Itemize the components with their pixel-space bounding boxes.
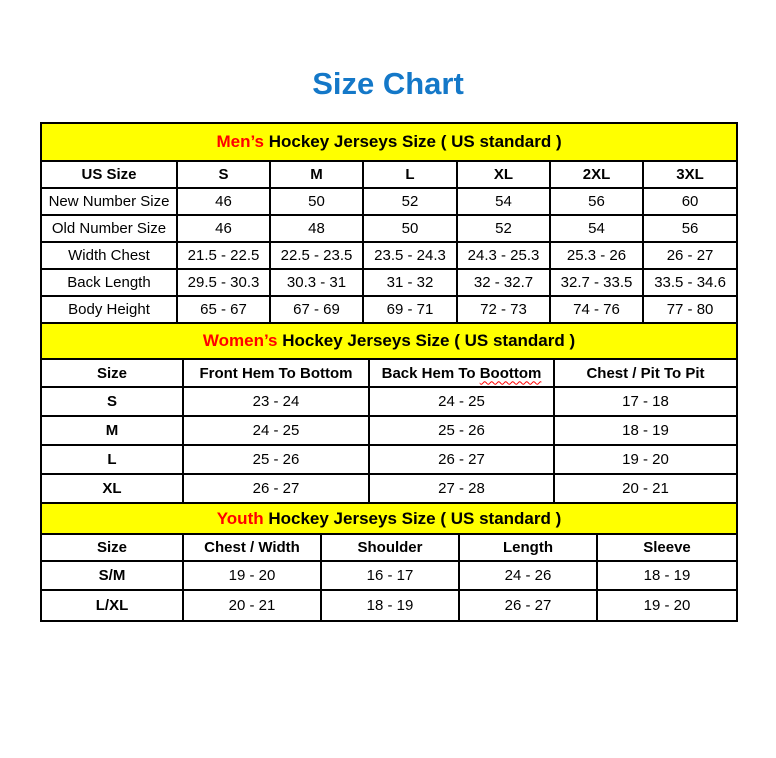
column-header: Chest / Width [183, 534, 321, 561]
page-title: Size Chart [312, 66, 464, 101]
table-cell: 26 - 27 [183, 474, 369, 503]
size-chart-document [0, 66, 776, 622]
table-cell: 31 - 32 [363, 269, 457, 296]
youth-title-rest: Hockey Jerseys Size ( US standard ) [263, 508, 562, 528]
column-header: US Size [41, 161, 177, 188]
table-cell: 29.5 - 30.3 [177, 269, 270, 296]
column-header: XL [457, 161, 550, 188]
table-cell: 30.3 - 31 [270, 269, 363, 296]
column-header: Sleeve [597, 534, 737, 561]
row-label: Body Height [41, 296, 177, 323]
row-label: S/M [41, 561, 183, 590]
column-header: 3XL [643, 161, 737, 188]
header-text: Back Hem To [381, 364, 480, 382]
mens-table-title-row [41, 123, 737, 161]
mens-body-height-row [41, 296, 737, 323]
row-label: S [41, 387, 183, 416]
table-cell: 17 - 18 [554, 387, 737, 416]
row-label: New Number Size [41, 188, 177, 215]
womens-title-rest: Hockey Jerseys Size ( US standard ) [277, 331, 576, 350]
row-label: XL [41, 474, 183, 503]
column-header: Length [459, 534, 597, 561]
table-cell: 25.3 - 26 [550, 242, 643, 269]
table-cell: 67 - 69 [270, 296, 363, 323]
column-header: Front Hem To Bottom [183, 359, 369, 387]
table-cell: 60 [643, 188, 737, 215]
row-label: Old Number Size [41, 215, 177, 242]
table-cell: 24 - 25 [183, 416, 369, 445]
table-cell: 23.5 - 24.3 [363, 242, 457, 269]
table-cell: 25 - 26 [369, 416, 554, 445]
mens-back-length-row [41, 269, 737, 296]
womens-title-highlight: Women’s [202, 331, 278, 350]
table-cell: 26 - 27 [643, 242, 737, 269]
table-cell: 56 [550, 188, 643, 215]
row-label: L [41, 445, 183, 474]
womens-table-title-row [41, 323, 737, 359]
mens-table-title [41, 123, 737, 161]
table-cell: 46 [177, 215, 270, 242]
mens-width-chest-row [41, 242, 737, 269]
table-cell: 74 - 76 [550, 296, 643, 323]
table-cell: 48 [270, 215, 363, 242]
row-label: L/XL [41, 590, 183, 621]
mens-header-row [41, 161, 737, 188]
row-label: M [41, 416, 183, 445]
womens-header-row [41, 359, 737, 387]
womens-table-title [41, 323, 737, 359]
womens-size-xl-row [41, 474, 737, 503]
table-cell: 50 [270, 188, 363, 215]
table-cell: 46 [177, 188, 270, 215]
table-cell: 24 - 25 [369, 387, 554, 416]
table-cell: 18 - 19 [597, 561, 737, 590]
mens-title-rest: Hockey Jerseys Size ( US standard ) [264, 132, 562, 151]
table-cell: 69 - 71 [363, 296, 457, 323]
table-cell: 25 - 26 [183, 445, 369, 474]
youth-size-table [40, 502, 738, 622]
table-cell: 32 - 32.7 [457, 269, 550, 296]
youth-table-title [41, 503, 737, 534]
size-tables-container [40, 122, 736, 622]
misspelled-word: Boottom [479, 364, 542, 382]
column-header: Size [41, 534, 183, 561]
table-cell: 19 - 20 [183, 561, 321, 590]
womens-size-m-row [41, 416, 737, 445]
column-header: Shoulder [321, 534, 459, 561]
table-cell: 22.5 - 23.5 [270, 242, 363, 269]
table-cell: 52 [363, 188, 457, 215]
youth-table-title-row [41, 503, 737, 534]
table-cell: 20 - 21 [554, 474, 737, 503]
column-header: Size [41, 359, 183, 387]
mens-size-table [40, 122, 738, 324]
table-cell: 50 [363, 215, 457, 242]
table-cell: 24.3 - 25.3 [457, 242, 550, 269]
row-label: Back Length [41, 269, 177, 296]
row-label: Width Chest [41, 242, 177, 269]
table-cell: 54 [550, 215, 643, 242]
column-header: S [177, 161, 270, 188]
table-cell: 19 - 20 [554, 445, 737, 474]
table-cell: 21.5 - 22.5 [177, 242, 270, 269]
womens-size-s-row [41, 387, 737, 416]
table-cell: 26 - 27 [369, 445, 554, 474]
youth-size-lxl-row [41, 590, 737, 621]
column-header: L [363, 161, 457, 188]
table-cell: 72 - 73 [457, 296, 550, 323]
womens-size-table [40, 322, 738, 504]
column-header: M [270, 161, 363, 188]
table-cell: 77 - 80 [643, 296, 737, 323]
table-cell: 33.5 - 34.6 [643, 269, 737, 296]
table-cell: 19 - 20 [597, 590, 737, 621]
table-cell: 18 - 19 [554, 416, 737, 445]
column-header: Chest / Pit To Pit [554, 359, 737, 387]
table-cell: 16 - 17 [321, 561, 459, 590]
womens-size-l-row [41, 445, 737, 474]
table-cell: 56 [643, 215, 737, 242]
column-header-misspelled [369, 359, 554, 387]
table-cell: 20 - 21 [183, 590, 321, 621]
mens-old-number-row [41, 215, 737, 242]
youth-size-sm-row [41, 561, 737, 590]
table-cell: 32.7 - 33.5 [550, 269, 643, 296]
mens-title-highlight: Men’s [216, 132, 264, 151]
mens-new-number-row [41, 188, 737, 215]
table-cell: 18 - 19 [321, 590, 459, 621]
table-cell: 52 [457, 215, 550, 242]
table-cell: 23 - 24 [183, 387, 369, 416]
table-cell: 26 - 27 [459, 590, 597, 621]
table-cell: 27 - 28 [369, 474, 554, 503]
table-cell: 54 [457, 188, 550, 215]
column-header: 2XL [550, 161, 643, 188]
table-cell: 24 - 26 [459, 561, 597, 590]
youth-title-highlight: Youth [216, 508, 264, 528]
table-cell: 65 - 67 [177, 296, 270, 323]
youth-header-row [41, 534, 737, 561]
